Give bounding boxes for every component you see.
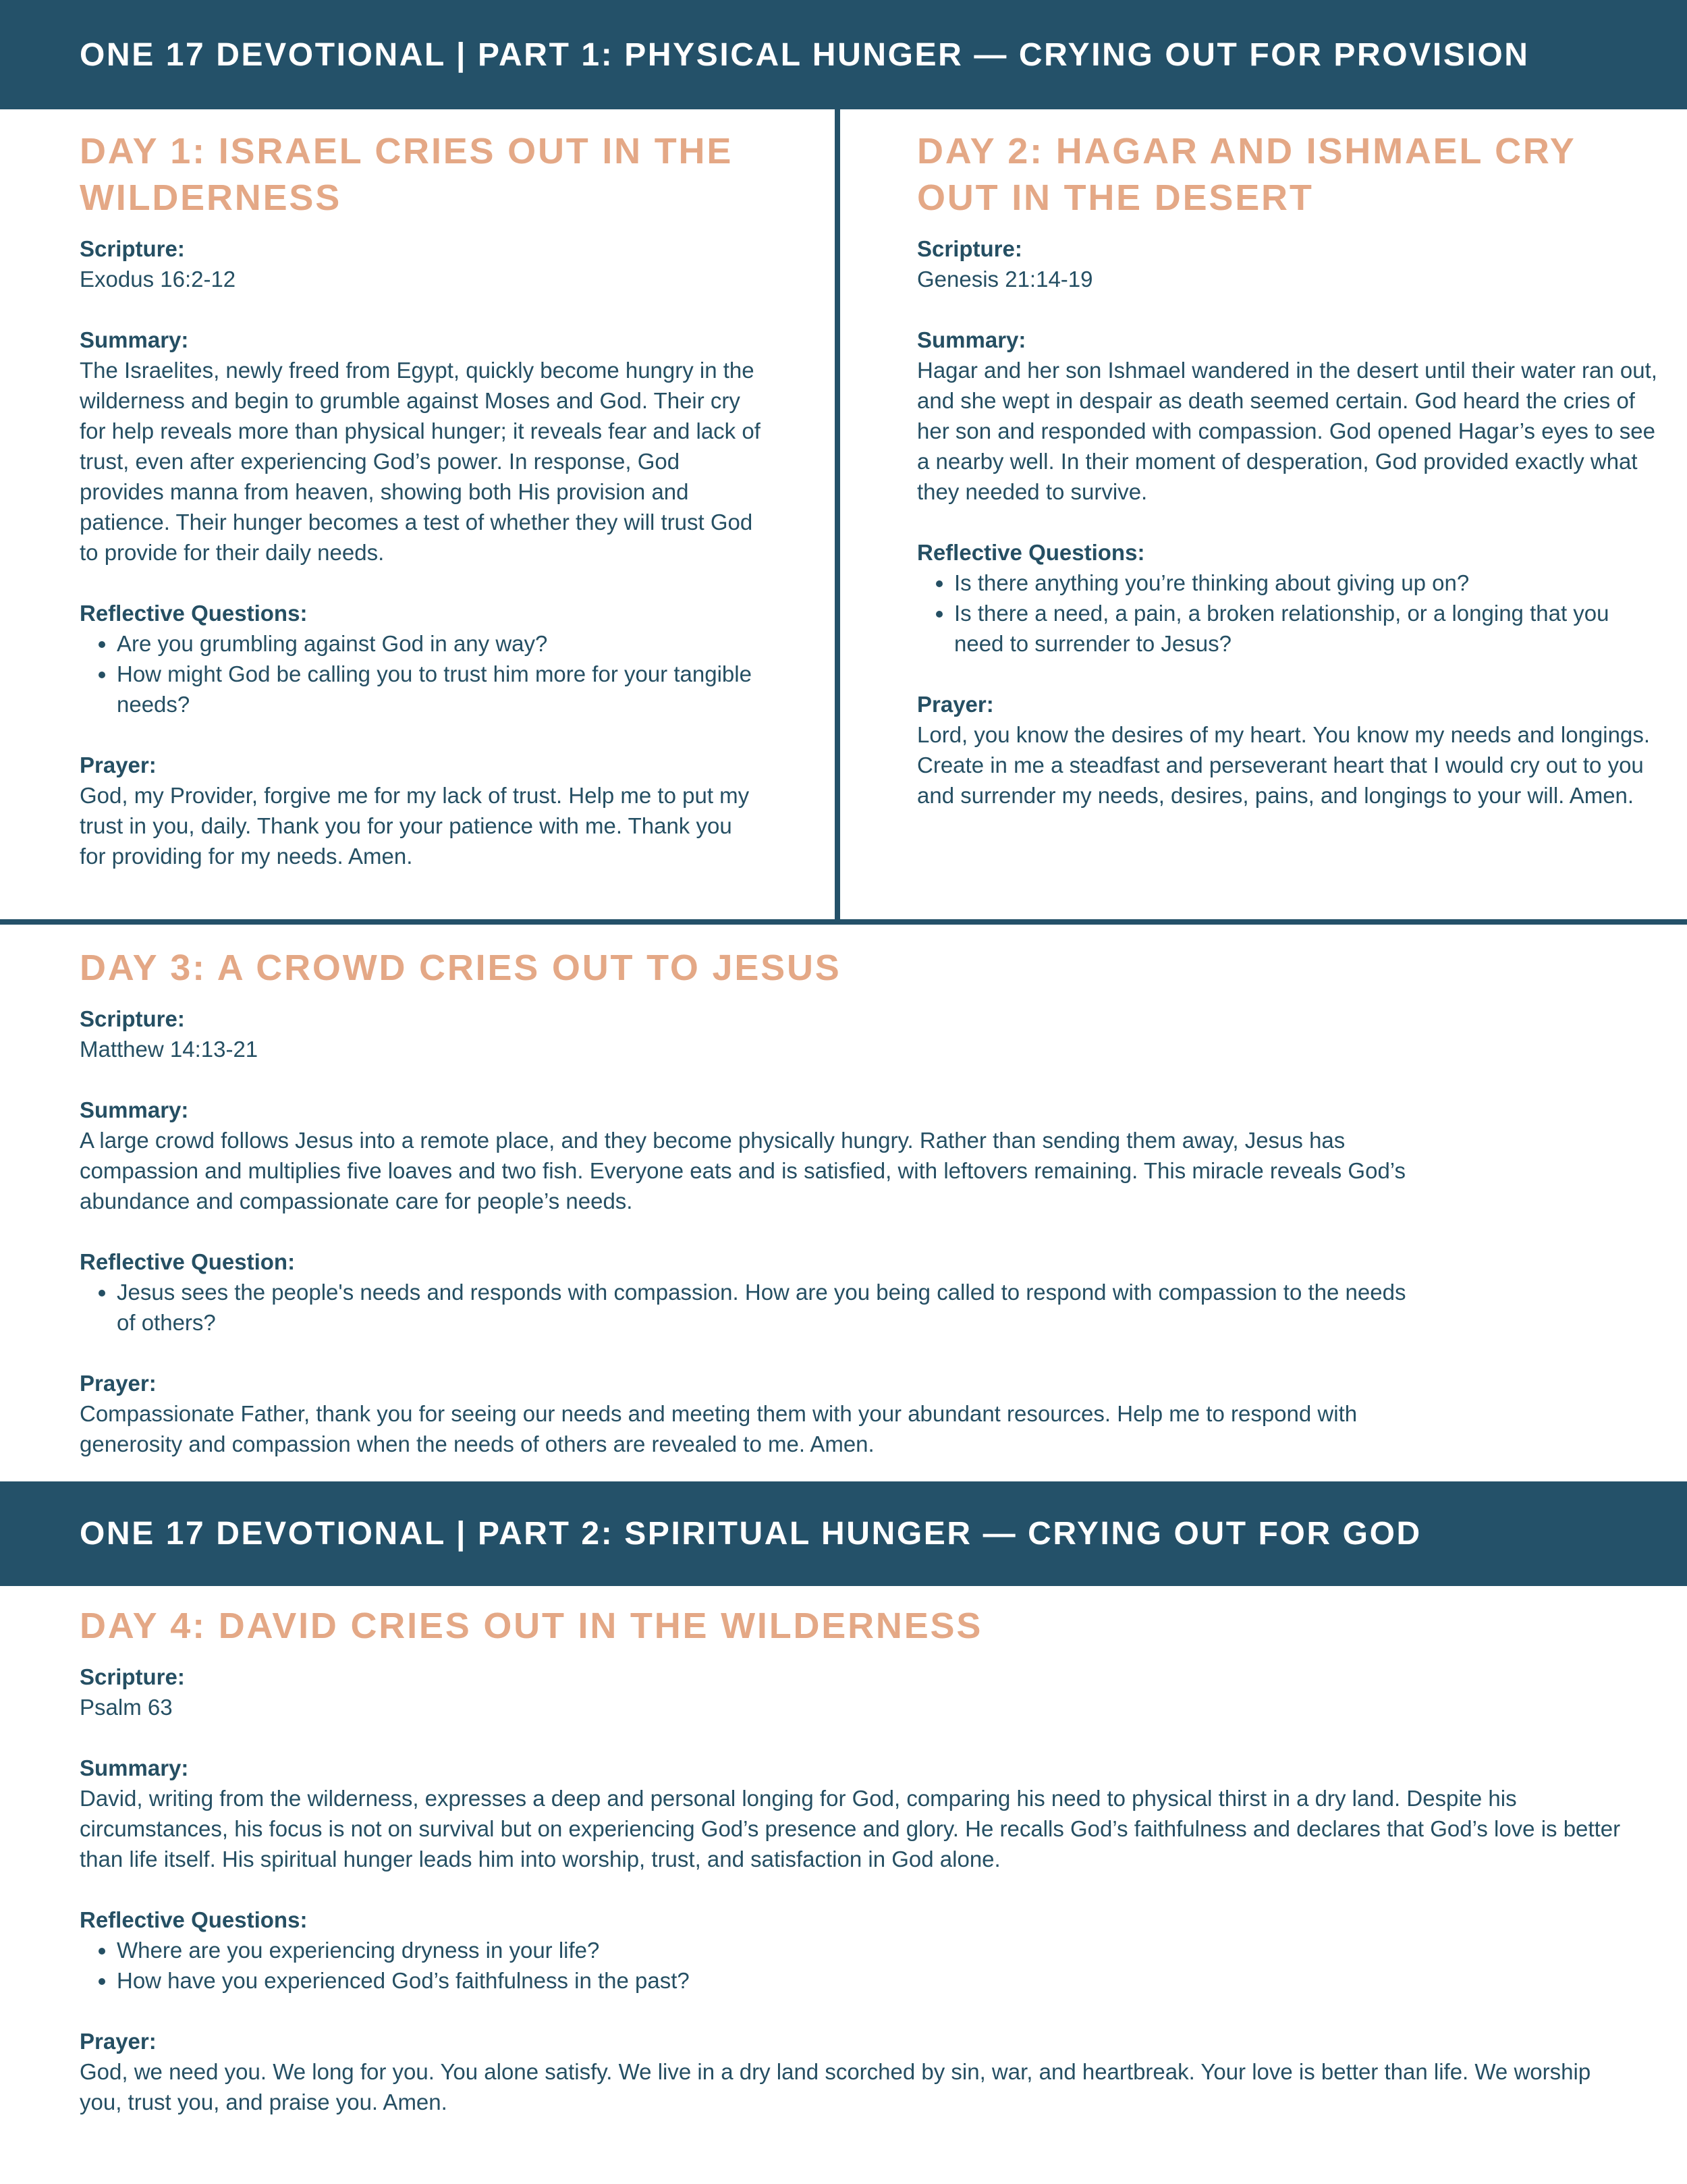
day3-prayer-label: Prayer: (80, 1371, 157, 1396)
day2-scripture: Genesis 21:14-19 (917, 267, 1093, 292)
day2-questions-label: Reflective Questions: (917, 540, 1145, 565)
row-divider (0, 919, 1687, 925)
day1-prayer-label: Prayer: (80, 753, 157, 777)
day2-prayer: Lord, you know the desires of my heart. You know my needs and longings. Create in me a steadfast and perseverant heart that I would cry out to you and surrender my needs, desires, pains, and longings to your will. Amen. (917, 722, 1650, 808)
day3-questions-list (80, 1277, 1429, 1338)
day4-questions-label: Reflective Questions: (80, 1907, 308, 1932)
day1-summary: The Israelites, newly freed from Egypt, quickly become hungry in the wilderness and begin to grumble against Moses and God. Their cry for help reveals more than physical hunger; it reveals fear and lack of trust, even after experiencing God’s power. In response, God provides manna from heaven, showing both His provision and patience. Their hunger becomes a test of whether they will trust God to provide for their daily needs. (80, 358, 760, 565)
day3-question-label: Reflective Question: (80, 1249, 296, 1274)
day3-summary: A large crowd follows Jesus into a remote place, and they become physically hungry. Rather than sending them away, Jesus has compassion and multiplies five loaves and two fish. Everyone eats and is satisfied, with leftovers remaining. This miracle reveals God’s abundance and compassionate care for people’s needs. (80, 1128, 1406, 1213)
day1-questions-list (80, 628, 761, 719)
day4-prayer-label: Prayer: (80, 2029, 157, 2054)
day1-scripture: Exodus 16:2-12 (80, 267, 236, 292)
day3-summary-label: Summary: (80, 1097, 189, 1122)
day3-scripture: Matthew 14:13-21 (80, 1037, 258, 1062)
day2-section (917, 128, 1659, 811)
day4-summary-label: Summary: (80, 1755, 189, 1780)
day4-question-1: • Where are you experiencing dryness in your life? (117, 1935, 1632, 1965)
day3-scripture-label: Scripture: (80, 1006, 185, 1031)
day4-scripture: Psalm 63 (80, 1695, 173, 1720)
day4-prayer: God, we need you. We long for you. You alone satisfy. We live in a dry land scorched by sin, war, and heartbreak. Your love is better than life. We worship you, trust you, and praise you. Amen. (80, 2059, 1591, 2114)
part1-banner (0, 0, 1687, 109)
day1-scripture-label: Scripture: (80, 236, 185, 261)
day2-title: DAY 2: HAGAR AND ISHMAEL CRY OUT IN THE DESERT (917, 131, 1576, 218)
day2-questions-list (917, 568, 1659, 659)
day3-question-1: • Jesus sees the people's needs and responds with compassion. How are you being called to respond with compassion to the needs of others? (117, 1277, 1429, 1338)
day1-title: DAY 1: ISRAEL CRIES OUT IN THE WILDERNESS (80, 131, 734, 218)
day4-title: DAY 4: DAVID CRIES OUT IN THE WILDERNESS (80, 1606, 983, 1646)
day3-section (80, 945, 1429, 1459)
day2-scripture-label: Scripture: (917, 236, 1022, 261)
day1-prayer: God, my Provider, forgive me for my lack of trust. Help me to put my trust in you, daily. Thank you for your patience with me. Thank you for providing for my needs. Amen. (80, 783, 750, 869)
part1-banner-title: ONE 17 DEVOTIONAL | PART 1: PHYSICAL HUNGER — CRYING OUT FOR PROVISION (80, 36, 1530, 73)
day4-summary: David, writing from the wilderness, expresses a deep and personal longing for God, comparing his need to physical thirst in a dry land. Despite his circumstances, his focus is not on survival but on experiencing God’s presence and glory. He recalls God’s faithfulness and declares that God’s love is better than life itself. His spiritual hunger leads him into worship, trust, and satisfaction in God alone. (80, 1786, 1621, 1872)
day1-question-2: • How might God be calling you to trust him more for your tangible needs? (117, 659, 761, 719)
day4-scripture-label: Scripture: (80, 1664, 185, 1689)
day2-prayer-label: Prayer: (917, 692, 994, 717)
day4-questions-list (80, 1935, 1632, 1996)
day3-title: DAY 3: A CROWD CRIES OUT TO JESUS (80, 948, 841, 988)
column-divider (835, 109, 840, 922)
day4-question-2: • How have you experienced God’s faithfulness in the past? (117, 1965, 1632, 1996)
day2-summary: Hagar and her son Ishmael wandered in the desert until their water ran out, and she wept in despair as death seemed certain. God heard the cries of her son and responded with compassion. God opened Hagar’s eyes to see a nearby well. In their moment of desperation, God provided exactly what they needed to survive. (917, 358, 1657, 504)
day1-summary-label: Summary: (80, 327, 189, 352)
day2-question-2: • Is there a need, a pain, a broken relationship, or a longing that you need to surrender to Jesus? (954, 598, 1659, 659)
day4-section (80, 1603, 1632, 2117)
day1-questions-label: Reflective Questions: (80, 601, 308, 626)
day2-summary-label: Summary: (917, 327, 1026, 352)
day2-question-1: • Is there anything you’re thinking about giving up on? (954, 568, 1659, 598)
day1-question-1: • Are you grumbling against God in any way? (117, 628, 761, 659)
part2-banner-title: ONE 17 DEVOTIONAL | PART 2: SPIRITUAL HUNGER — CRYING OUT FOR GOD (80, 1516, 1422, 1552)
day3-prayer: Compassionate Father, thank you for seeing our needs and meeting them with your abundant resources. Help me to respond with generosity and compassion when the needs of others are revealed to me. Amen. (80, 1401, 1358, 1456)
part2-banner (0, 1481, 1687, 1586)
day1-section (80, 128, 761, 871)
